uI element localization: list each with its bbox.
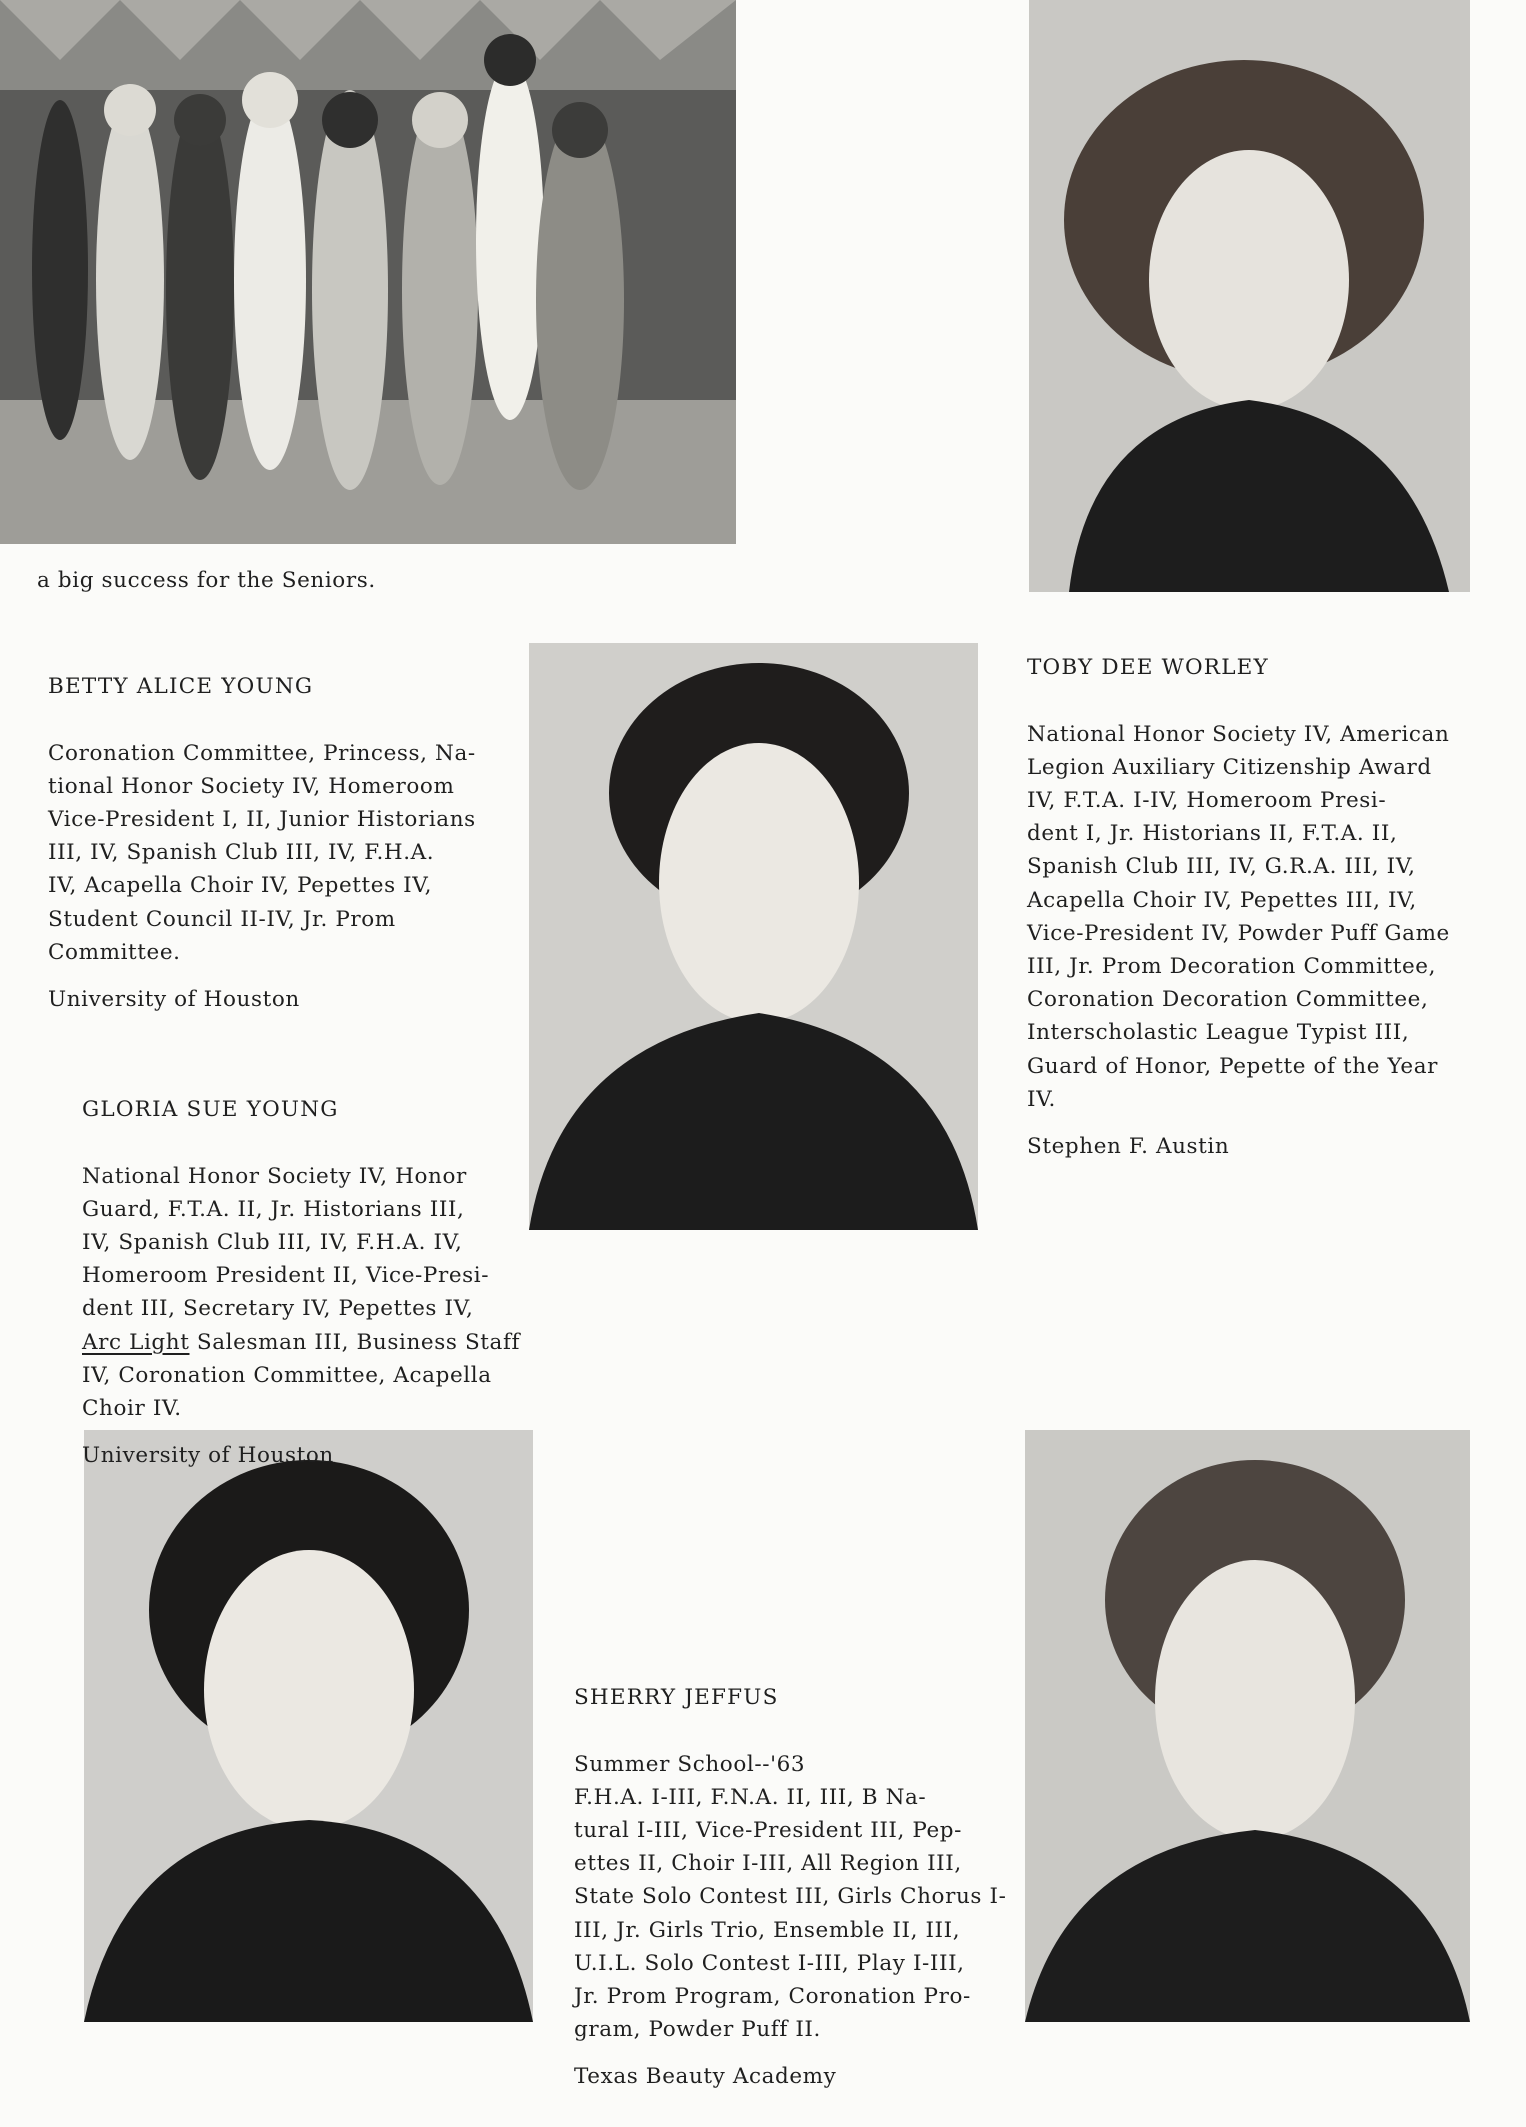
student-activities-part-b: Salesman III, Business Staff IV, Coronation Committee, Acapella Choir IV. (82, 1329, 521, 1422)
student-college: University of Houston (48, 987, 300, 1013)
photo-caption: a big success for the Seniors. (37, 568, 376, 593)
portrait-illustration (1025, 1430, 1470, 2022)
dance-group-illustration (0, 0, 736, 544)
portrait-illustration (1029, 0, 1470, 592)
dance-group-photo (0, 0, 736, 544)
gloria-young-portrait (84, 1430, 533, 2022)
student-name: BETTY ALICE YOUNG (48, 674, 314, 700)
student-name: GLORIA SUE YOUNG (82, 1097, 339, 1123)
toby-worley-portrait (1029, 0, 1470, 592)
student-activities: Summer School--'63 F.H.A. I-III, F.N.A. II, III, B Na- tural I-III, Vice-President III, Pep- ettes II, Choir I-III, All Region III, State Solo Contest III, Girls Chorus I- III, Jr. Girls Trio, Ensemble II, III, U.I.L. Solo Contest I-III, Play I-III, Jr. Prom Program, Coronation Pro- gram, Powder Puff II. (574, 1751, 1007, 2043)
betty-young-portrait (529, 643, 978, 1230)
student-activities: National Honor Society IV, American Legion Auxiliary Citizenship Award IV, F.T.A. I-IV, Homeroom Presi- dent I, Jr. Historians II, F.T.A. II, Spanish Club III, IV, G.R.A. III, IV, Acapella Choir IV, Pepettes III, IV, Vice-President IV, Powder Puff Game III, Jr. Prom Decoration Committee, Coronation Decoration Committee, Interscholastic League Typist III, Guard of Honor, Pepette of the Year IV. (1027, 721, 1450, 1112)
gloria-young-entry (82, 1060, 522, 1506)
student-activities: Coronation Committee, Princess, Na- tional Honor Society IV, Homeroom Vice-President I, II, Junior Historians III, IV, Spanish Club III, IV, F.H.A. IV, Acapella Choir IV, Pepettes IV, Student Council II-IV, Jr. Prom Committee. (48, 740, 476, 965)
student-activities-part-a: National Honor Society IV, Honor Guard, F.T.A. II, Jr. Historians III, IV, Spanish Club III, IV, F.H.A. IV, Homeroom President II, Vice-Presi- dent III, Secretary IV, Pepettes IV, (82, 1163, 490, 1322)
portrait-illustration (84, 1430, 533, 2022)
student-college: Stephen F. Austin (1027, 1134, 1230, 1160)
betty-young-entry (48, 637, 518, 1049)
student-name: SHERRY JEFFUS (574, 1685, 779, 1711)
toby-worley-entry (1027, 618, 1497, 1196)
sherry-jeffus-entry (574, 1648, 1014, 2127)
sherry-jeffus-portrait (1025, 1430, 1470, 2022)
student-college: University of Houston (82, 1443, 334, 1469)
student-name: TOBY DEE WORLEY (1027, 655, 1269, 681)
student-activities-underlined: Arc Light (82, 1329, 190, 1355)
portrait-illustration (529, 643, 978, 1230)
student-college: Texas Beauty Academy (574, 2064, 837, 2090)
